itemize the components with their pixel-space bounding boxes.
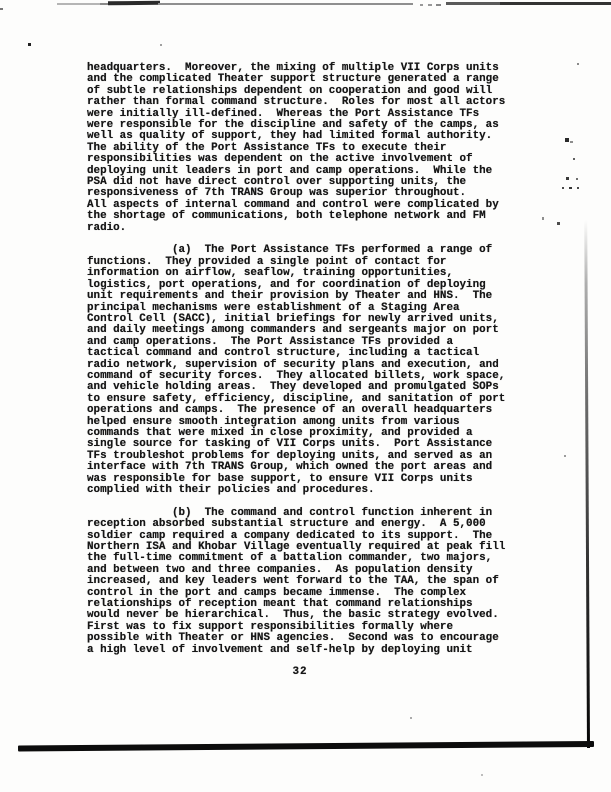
scan-speckle (481, 774, 483, 776)
text-line: well as quality of support, they had limited formal authority. (87, 130, 493, 143)
text-line: complied with their policies and procedures. (87, 484, 375, 497)
text-line: was responsible for base support, to ensure VII Corps units (87, 472, 473, 485)
text-line: principal mechanisms were establishment of a Staging Area (87, 301, 460, 314)
scan-speckle (564, 455, 566, 457)
scan-speckle (410, 717, 412, 719)
text-line: were responsible for the discipline and safety of the camps, as (87, 119, 499, 132)
text-line: interface with 7th TRANS Group, which owned the port areas and (87, 461, 493, 474)
scan-speckle (577, 63, 579, 65)
scan-streak (158, 3, 413, 5)
text-line: the shortage of communications, both telephone network and FM (87, 210, 486, 223)
text-line: the full-time commitment of a battalion commander, two majors, (87, 552, 493, 565)
text-line: command of security forces. They allocated billets, work space, (87, 369, 506, 382)
scan-speckle (557, 222, 560, 225)
paragraph-intro (87, 63, 513, 234)
scan-streak (100, 3, 122, 5)
text-line: (b) The command and control function inherent in (87, 506, 493, 519)
text-line: single source for tasking of VII Corps units. Port Assistance (87, 438, 493, 451)
scan-streak (57, 3, 102, 5)
text-line: of subtle relationships dependent on cooperation and good will (87, 84, 493, 97)
text-line: and camp operations. The Port Assistance TFs provided a (87, 335, 453, 348)
scan-artifact-bottom-page-edge (18, 741, 594, 752)
text-line: tactical command and control structure, including a tactical (87, 347, 480, 360)
text-line: operations and camps. The presence of an overall headquarters (87, 404, 493, 417)
text-line: were initially ill-defined. Whereas the Port Assistance TFs (87, 107, 480, 120)
document-text (87, 63, 513, 679)
scan-streak (420, 4, 423, 6)
text-line: possible with Theater or HNS agencies. Second was to encourage (87, 632, 499, 645)
scan-streak (436, 4, 441, 6)
text-line: TFs troubleshot problems for deploying units, and served as an (87, 449, 493, 462)
text-line: and between two and three companies. As population density (87, 563, 473, 576)
scan-speckle (577, 187, 579, 189)
scan-streak (500, 2, 611, 5)
text-line: responsibilities was dependent on the active involvement of (87, 153, 473, 166)
scan-speckle (542, 217, 544, 220)
text-line: radio network, supervision of security plans and execution, and (87, 358, 499, 371)
text-line: soldier camp required a company dedicated to its support. The (87, 529, 493, 542)
text-line: The ability of the Port Assistance TFs to execute their (87, 141, 447, 154)
scan-streak (108, 1, 160, 6)
text-line: All aspects of internal command and control were complicated by (87, 198, 499, 211)
text-line: helped ensure smooth integration among units from various (87, 415, 460, 428)
scan-speckle (566, 177, 569, 180)
scan-speckle (562, 187, 564, 189)
scan-streak (0, 8, 3, 10)
text-line: headquarters. Moreover, the mixing of multiple VII Corps units (87, 62, 499, 74)
text-line: a high level of involvement and self-help by deploying unit (87, 643, 473, 656)
scan-speckle (570, 141, 573, 143)
scan-speckle (573, 158, 575, 160)
text-line: (a) The Port Assistance TFs performed a range of (87, 244, 493, 257)
text-line: to ensure safety, efficiency, discipline, and sanitation of port (87, 392, 506, 405)
text-line: logistics, port operations, and for coordination of deploying (87, 278, 486, 291)
scan-speckle (565, 138, 569, 142)
text-line: radio. (87, 221, 127, 234)
scan-speckle (160, 44, 162, 46)
text-line: and the complicated Theater support structure generated a range (87, 73, 499, 86)
text-line: relationships of reception meant that command relationships (87, 598, 473, 611)
text-line: First was to fix support responsibilities formally where (87, 620, 453, 633)
text-line: Control Cell (SACC), initial briefings for newly arrived units, (87, 312, 499, 325)
text-line: control in the port and camps became immense. The complex (87, 586, 467, 599)
text-line: information on airflow, seaflow, training opportunities, (87, 267, 453, 280)
text-line: unit requirements and their provision by Theater and HNS. The (87, 290, 493, 303)
text-line: rather than formal command structure. Roles for most all actors (87, 96, 506, 109)
page-number: 32 (292, 666, 308, 679)
paragraph-b (87, 508, 513, 656)
text-line: and vehicle holding areas. They developed and promulgated SOPs (87, 381, 499, 394)
text-line: increased, and key leaders went forward to the TAA, the span of (87, 575, 499, 588)
text-line: and daily meetings among commanders and sergeants major on port (87, 324, 499, 337)
text-line: commands that were mixed in close proximity, and provided a (87, 426, 473, 439)
scan-speckle (569, 187, 572, 189)
scan-speckle (576, 178, 578, 180)
text-line: would never be hierarchical. Thus, the basic strategy evolved. (87, 609, 499, 622)
text-line: responsiveness of 7th TRANS Group was superior throughout. (87, 187, 467, 200)
text-line: PSA did not have direct control over supporting units, the (87, 176, 467, 189)
text-line: reception absorbed substantial structure and energy. A 5,000 (87, 518, 486, 531)
scan-artifact-right-page-edge (584, 220, 590, 748)
scan-speckle (28, 43, 31, 46)
text-line: functions. They provided a single point of contact for (87, 255, 447, 268)
paragraph-a (87, 245, 513, 496)
text-line: deploying unit leaders in port and camp operations. While the (87, 164, 493, 177)
scan-streak (446, 2, 611, 5)
scan-streak (428, 4, 432, 6)
text-line: Northern ISA and Khobar Village eventually required at peak fill (87, 541, 506, 554)
